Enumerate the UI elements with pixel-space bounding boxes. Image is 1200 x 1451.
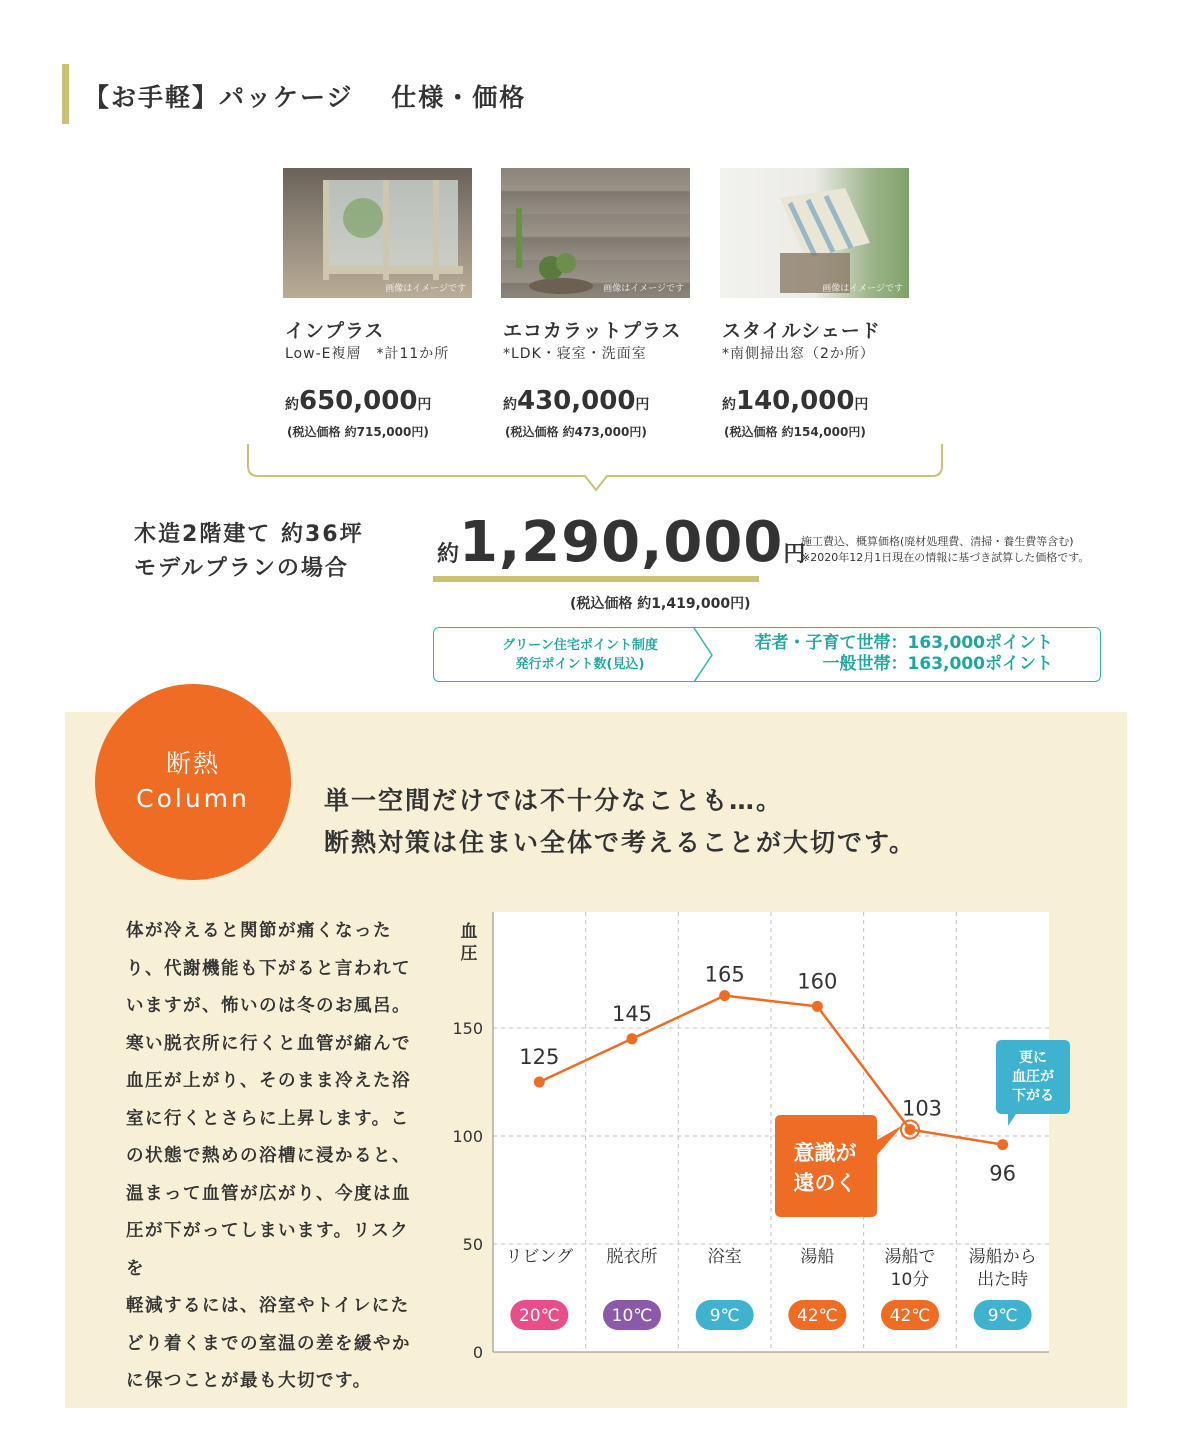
summary-bracket [240,440,950,500]
product-tax-price: (税込価格 約154,000円) [724,425,866,439]
price-notes: 施工費込、概算価格(廃材処理費、清掃・養生費等含む) ※2020年12月1日現在の情報に基づき試算した価格です。 [801,535,1090,564]
x-tick-label: 湯船 [800,1247,835,1267]
header-accent-bar [62,64,69,124]
callout-orange-text: 意識が [793,1141,857,1165]
data-point [905,1124,916,1135]
y-tick-label: 50 [462,1235,483,1254]
x-tick-label: 脱衣所 [606,1247,658,1267]
product-price: 約650,000円 [285,386,432,416]
data-point [997,1139,1008,1150]
temperature-label: 42℃ [796,1306,838,1326]
temperature-label: 20℃ [518,1306,560,1326]
callout-blue-text: 血圧が [1012,1069,1054,1085]
data-label: 125 [519,1045,560,1069]
data-label: 145 [611,1001,653,1026]
blood-pressure-chart [440,900,1080,1380]
data-label: 96 [989,1161,1017,1186]
x-tick-label: 湯船で [884,1247,936,1267]
photo-caption: 画像はイメージです [822,284,903,294]
y-axis-label: 血 [460,922,478,942]
callout-orange-text: 遠のく [793,1171,857,1195]
product-price: 約140,000円 [722,386,869,416]
photo-caption: 画像はイメージです [603,284,684,294]
x-tick-label: 湯船から [968,1247,1037,1267]
product-spec: *南側掃出窓（2か所） [722,346,875,362]
callout-blue-text: 更に [1019,1050,1047,1066]
data-label: 160 [797,969,838,994]
x-tick-label: 10分 [890,1270,930,1290]
points-program-label: グリーン住宅ポイント制度 発行ポイント数(見込) [502,638,658,672]
chevron-divider-icon [690,627,720,683]
x-tick-label: 出た時 [977,1270,1029,1290]
product-name: インプラス [285,320,385,342]
y-tick-label: 0 [472,1343,483,1362]
y-axis-label: 圧 [460,944,478,964]
data-point [812,1001,823,1012]
callout-blue-text: 下がる [1012,1088,1054,1104]
total-tax-price: (税込価格 約1,419,000円) [570,596,751,612]
styleshade-photo [720,168,909,298]
data-label: 165 [704,962,745,987]
data-point [534,1077,545,1088]
product-tax-price: (税込価格 約473,000円) [505,425,647,439]
points-values: 若者・子育て世帯：163,000ポイント 一般世帯：163,000ポイント [754,633,1053,674]
inplus-photo [283,168,472,298]
temperature-label: 9℃ [987,1306,1018,1326]
x-tick-label: 浴室 [707,1247,742,1267]
product-spec: *LDK・寝室・洗面室 [503,346,647,362]
temperature-label: 9℃ [709,1306,740,1326]
data-point [719,990,730,1001]
temperature-label: 42℃ [889,1306,931,1326]
page-title: 【お手軽】パッケージ 仕様・価格 [84,83,527,112]
ecocarat-photo [501,168,690,298]
x-tick-label: リビング [505,1247,574,1267]
total-price: 約1,290,000円 [437,510,806,575]
plan-description: 木造2階建て 約36坪 モデルプランの場合 [134,522,364,581]
product-tax-price: (税込価格 約715,000円) [287,425,429,439]
column-body-text: 体が冷えると関節が痛くなった り、代謝機能も下がると言われて いますが、怖いのは冬のお風呂。 寒い脱衣所に行くと血管が縮んで 血圧が上がり、そのまま冷えた浴 室に行くとさらに上昇します。こ の状態で熱めの浴槽に浸かると、 温まって血管が広がり、今度は血 圧が下がってしまいます。リスクを 軽減するには、浴室やトイレにた どり着くまでの室温の差を緩やか に保つことが最も大切です。 [126,921,411,1391]
total-underline [433,576,759,582]
callout-orange [775,1115,903,1217]
product-spec: Low-E複層 *計11か所 [285,346,450,362]
column-badge: 断熱 Column [95,684,291,880]
product-price: 約430,000円 [503,386,650,416]
column-heading: 単一空間だけでは不十分なことも…。 断熱対策は住まい全体で考えることが大切です。 [324,786,917,857]
data-point [627,1033,638,1044]
product-name: エコカラットプラス [503,320,682,342]
photo-caption: 画像はイメージです [385,284,466,294]
product-name: スタイルシェード [722,320,881,342]
temperature-label: 10℃ [611,1306,653,1326]
y-tick-label: 100 [452,1127,483,1146]
y-tick-label: 150 [452,1019,483,1038]
data-label: 103 [901,1096,943,1121]
